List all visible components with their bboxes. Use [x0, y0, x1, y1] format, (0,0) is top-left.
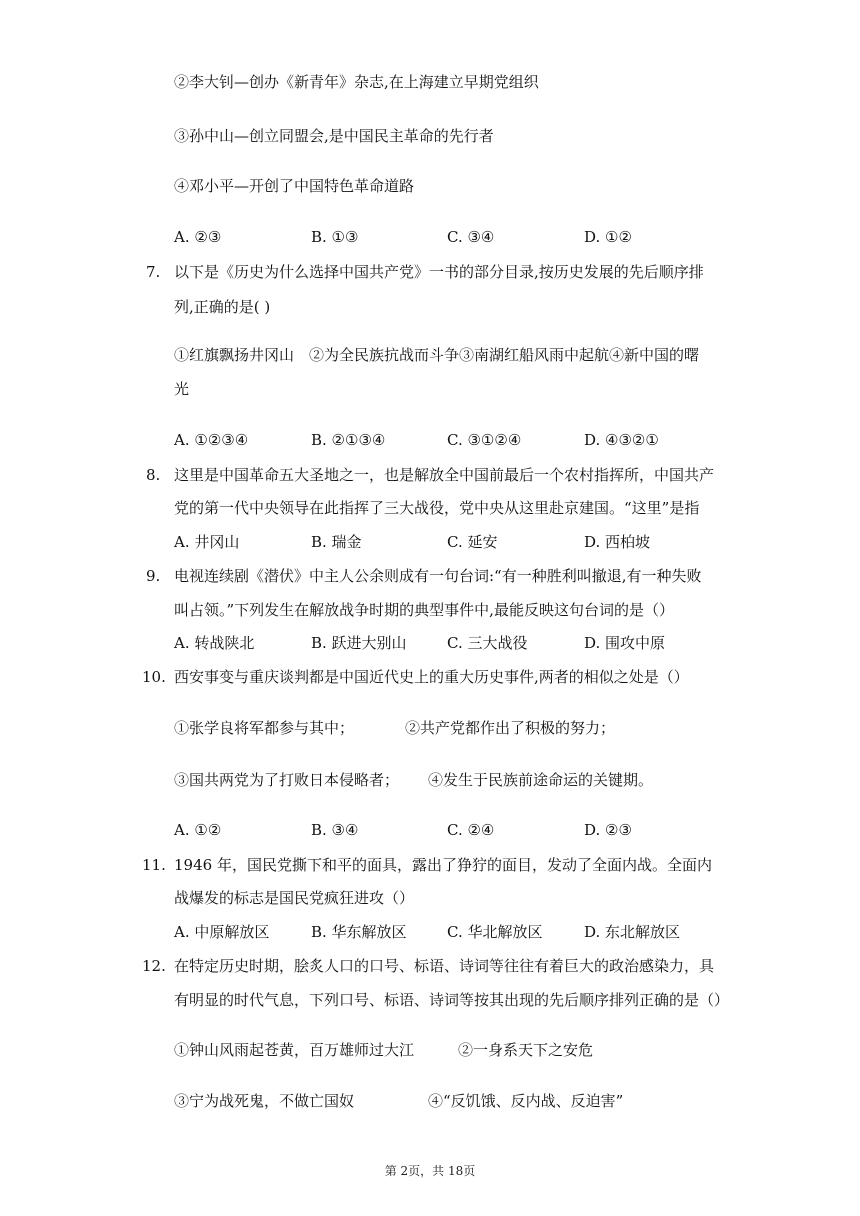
- q7-option-b: B. ②①③④: [311, 431, 386, 449]
- q10-item-1: ①张学良将军都参与其中；: [174, 719, 355, 737]
- q7-items-line-1: ①红旗飘扬井冈山 ②为全民族抗战而斗争③南湖红船风雨中起航④新中国的曙: [174, 346, 700, 364]
- q10-option-c: C. ②④: [447, 821, 495, 839]
- q9-option-d: D. 围攻中原: [584, 634, 666, 652]
- q10-item-2: ②共产党都作出了积极的努力；: [405, 719, 616, 737]
- q6-option-b: B. ①③: [311, 228, 359, 246]
- q9-stem-line-1: 电视连续剧《潜伏》中主人公余则成有一句台词:“有一种胜利叫撤退,有一种失败: [174, 567, 702, 585]
- q6-option-a: A. ②③: [174, 228, 222, 246]
- q6-option-d: D. ①②: [584, 228, 632, 246]
- q11-option-d: D. 东北解放区: [584, 923, 681, 941]
- q12-item-3: ③宁为战死鬼，不做亡国奴: [174, 1092, 355, 1110]
- q12-item-4: ④“反饥饿、反内战、反迫害”: [428, 1092, 624, 1110]
- q10-stem: 西安事变与重庆谈判都是中国近代史上的重大历史事件,两者的相似之处是（）: [174, 668, 689, 686]
- q7-number: 7.: [146, 263, 161, 281]
- q11-stem-line-2: 战爆发的标志是国民党疯狂进攻（）: [174, 889, 415, 907]
- q6-option-c: C. ③④: [447, 228, 495, 246]
- q10-option-b: B. ③④: [311, 821, 359, 839]
- q8-option-a: A. 井冈山: [174, 533, 240, 551]
- q12-stem-line-1: 在特定历史时期，脍炙人口的口号、标语、诗词等往往有着巨大的政治感染力，具: [174, 957, 715, 975]
- q8-stem-line-2: 党的第一代中央领导在此指挥了三大战役，党中央从这里赴京建国。“这里”是指: [174, 499, 700, 517]
- q6-item-3: ③孙中山—创立同盟会,是中国民主革命的先行者: [174, 127, 494, 145]
- q10-item-3: ③国共两党为了打败日本侵略者；: [174, 771, 400, 789]
- q6-item-4: ④邓小平—开创了中国特色革命道路: [174, 177, 415, 195]
- q8-option-c: C. 延安: [447, 533, 498, 551]
- q12-stem-line-2: 有明显的时代气息，下列口号、标语、诗词等按其出现的先后顺序排列正确的是（）: [174, 991, 730, 1009]
- q9-number: 9.: [146, 567, 161, 585]
- q11-stem-line-1: 1946 年，国民党撕下和平的面具，露出了狰狞的面目，发动了全面内战。全面内: [174, 856, 712, 874]
- q11-option-c: C. 华北解放区: [447, 923, 543, 941]
- q9-option-c: C. 三大战役: [447, 634, 528, 652]
- q9-stem-line-2: 叫占领。”下列发生在解放战争时期的典型事件中,最能反映这句台词的是（）: [174, 601, 674, 619]
- q12-item-1: ①钟山风雨起苍黄，百万雄师过大江: [174, 1041, 415, 1059]
- q10-item-4: ④发生于民族前途命运的关键期。: [428, 771, 654, 789]
- q8-stem-line-1: 这里是中国革命五大圣地之一，也是解放全中国前最后一个农村指挥所，中国共产: [174, 466, 715, 484]
- q6-item-2: ②李大钊—创办《新青年》杂志,在上海建立早期党组织: [174, 73, 539, 91]
- q7-stem-line-1: 以下是《历史为什么选择中国共产党》一书的部分目录,按历史发展的先后顺序排: [174, 263, 704, 281]
- q8-option-b: B. 瑞金: [311, 533, 362, 551]
- q11-option-b: B. 华东解放区: [311, 923, 407, 941]
- q7-option-d: D. ④③②①: [584, 431, 659, 449]
- q7-option-c: C. ③①②④: [447, 431, 522, 449]
- q9-option-a: A. 转战陕北: [174, 634, 255, 652]
- q10-option-a: A. ①②: [174, 821, 222, 839]
- q7-option-a: A. ①②③④: [174, 431, 249, 449]
- q10-number: 10.: [142, 668, 166, 686]
- q8-number: 8.: [146, 466, 161, 484]
- page-footer: 第 2页，共 18页: [384, 1164, 476, 1178]
- q9-option-b: B. 跃进大别山: [311, 634, 407, 652]
- q11-number: 11.: [142, 856, 166, 874]
- q12-item-2: ②一身系天下之安危: [458, 1041, 594, 1059]
- q7-items-line-2: 光: [174, 380, 190, 398]
- q11-option-a: A. 中原解放区: [174, 923, 270, 941]
- q10-option-d: D. ②③: [584, 821, 632, 839]
- q12-number: 12.: [142, 957, 166, 975]
- q8-option-d: D. 西柏坡: [584, 533, 651, 551]
- q7-stem-line-2: 列,正确的是( ): [174, 298, 271, 316]
